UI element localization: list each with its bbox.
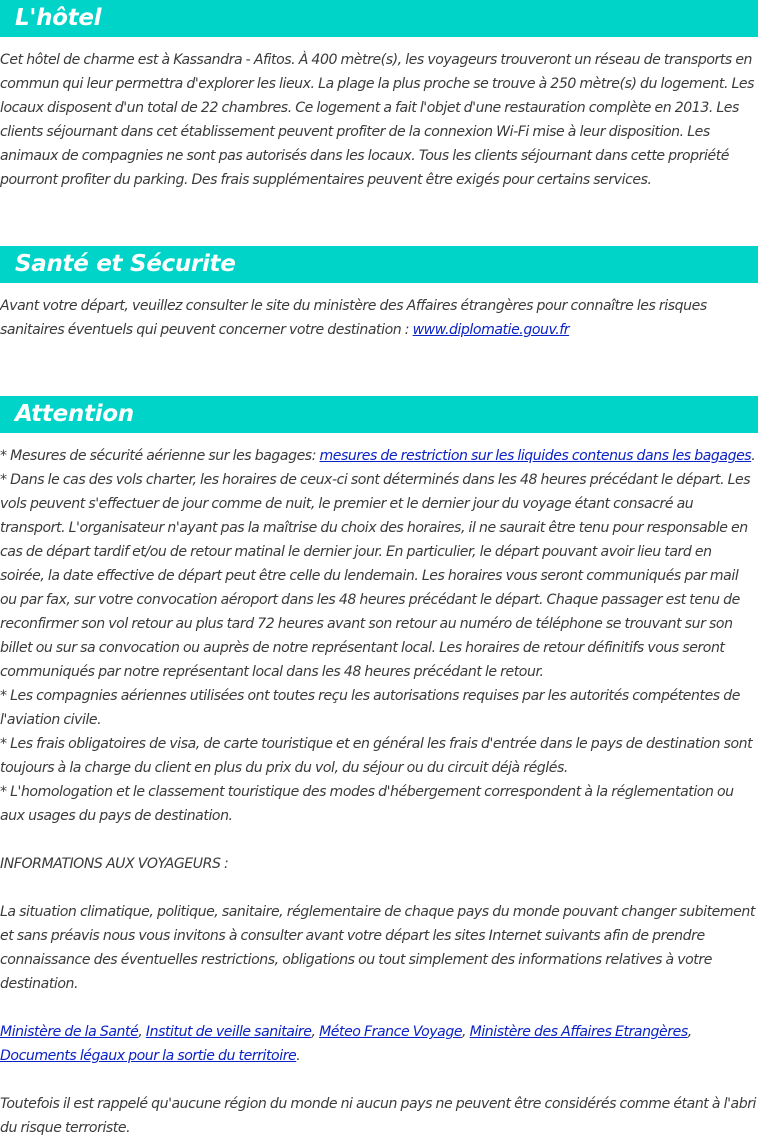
hotel-section-title: L'hôtel	[15, 5, 102, 31]
spacer	[0, 876, 758, 900]
health-text-block	[0, 294, 758, 342]
hotel-description-text: Cet hôtel de charme est à Kassandra - Afitos. À 400 mètre(s), les voyageurs trouveront un réseau de transports en commun qui leur permettra d'explorer les lieux. La plage la plus proche se trouve à 250 mètre(s) du logement. Les locaux disposent d'un total de 22 chambres. Ce logement a fait l'objet d'une restauration complète en 2013. Les clients séjournant dans cet établissement peuvent profiter de la connexion Wi-Fi mise à leur disposition. Les animaux de compagnies ne sont pas autorisés dans les locaux. Tous les clients séjournant dans cette propriété pourront profiter du parking. Des frais supplémentaires peuvent être exigés pour certains services.	[0, 52, 755, 188]
info-heading: INFORMATIONS AUX VOYAGEURS :	[0, 856, 229, 872]
spacer	[0, 996, 758, 1020]
climate-paragraph: La situation climatique, politique, sanitaire, réglementaire de chaque pays du monde pouvant changer subitement et sans préavis nous vous invitons à consulter avant votre départ les sites Internet suivants afin de prendre connaissance des éventuelles restrictions, obligations ou tout simplement des informations relatives à votre destination.	[0, 904, 755, 992]
homologation-paragraph: * L'homologation et le classement touristique des modes d'hébergement correspondent à la réglementation ou aux usages du pays de destination.	[0, 784, 734, 824]
airlines-paragraph: * Les compagnies aériennes utilisées ont toutes reçu les autorisations requises par les autorités compétentes de l'aviation civile.	[0, 688, 740, 728]
sante-link[interactable]: Ministère de la Santé	[0, 1024, 139, 1040]
link-separator: ,	[462, 1024, 470, 1040]
health-section-title: Santé et Sécurite	[15, 251, 236, 277]
veille-sanitaire-link[interactable]: Institut de veille sanitaire	[145, 1024, 312, 1040]
health-paragraph	[0, 294, 758, 342]
link-separator: ,	[687, 1024, 692, 1040]
charter-paragraph: * Dans le cas des vols charter, les horaires de ceux-ci sont déterminés dans les 48 heures précédant le départ. Les vols peuvent s'effectuer de jour comme de nuit, le premier et le dernier jour du voyage étant consacré au transport. L'organisateur n'ayant pas la maîtrise du choix des horaires, il ne saurait être tenu pour responsable en cas de départ tardif et/ou de retour matinal le dernier jour. En particulier, le départ pouvant avoir lieu tard en soirée, la date effective de départ peut être celle du lendemain. Les horaires vous seront communiqués par mail ou par fax, sur votre convocation aéroport dans les 48 heures précédant le départ. Chaque passager est tenu de reconfirmer son vol retour au plus tard 72 heures avant son retour au numéro de téléphone se trouvant sur son billet ou sur sa convocation ou auprès de notre représentant local. Les horaires de retour définitifs vous seront communiqués par notre représentant local dans les 48 heures précédant le retour.	[0, 472, 751, 680]
attention-section-title: Attention	[15, 401, 134, 427]
baggage-prefix: * Mesures de sécurité aérienne sur les bagages:	[0, 448, 320, 464]
documents-legaux-link[interactable]: Documents légaux pour la sortie du territoire	[0, 1048, 297, 1064]
liquids-restriction-link[interactable]: mesures de restriction sur les liquides contenus dans les bagages	[319, 448, 752, 464]
baggage-suffix: .	[751, 448, 756, 464]
link-end: .	[296, 1048, 301, 1064]
hotel-description	[0, 48, 758, 192]
link-separator: ,	[311, 1024, 320, 1040]
spacer	[0, 1068, 758, 1092]
diplomatie-link[interactable]: www.diplomatie.gouv.fr	[412, 322, 570, 338]
health-section-header	[0, 246, 758, 283]
terror-paragraph: Toutefois il est rappelé qu'aucune région du monde ni aucun pays ne peuvent être considérés comme étant à l'abri du risque terroriste.	[0, 1096, 757, 1136]
affaires-etrangeres-link[interactable]: Ministère des Affaires Etrangères	[469, 1024, 688, 1040]
meteo-link[interactable]: Méteo France Voyage	[319, 1024, 463, 1040]
attention-section-header	[0, 396, 758, 433]
attention-text-block	[0, 444, 758, 1140]
baggage-paragraph	[0, 444, 758, 468]
visa-paragraph: * Les frais obligatoires de visa, de carte touristique et en général les frais d'entrée dans le pays de destination sont toujours à la charge du client en plus du prix du vol, du séjour ou du circuit déjà réglés.	[0, 736, 753, 776]
useful-links	[0, 1020, 758, 1068]
hotel-section-header	[0, 0, 758, 37]
link-separator: ,	[138, 1024, 146, 1040]
health-text: Avant votre départ, veuillez consulter le site du ministère des Affaires étrangères pour connaître les risques sanitaires éventuels qui peuvent concerner votre destination :	[0, 298, 707, 338]
spacer	[0, 828, 758, 852]
